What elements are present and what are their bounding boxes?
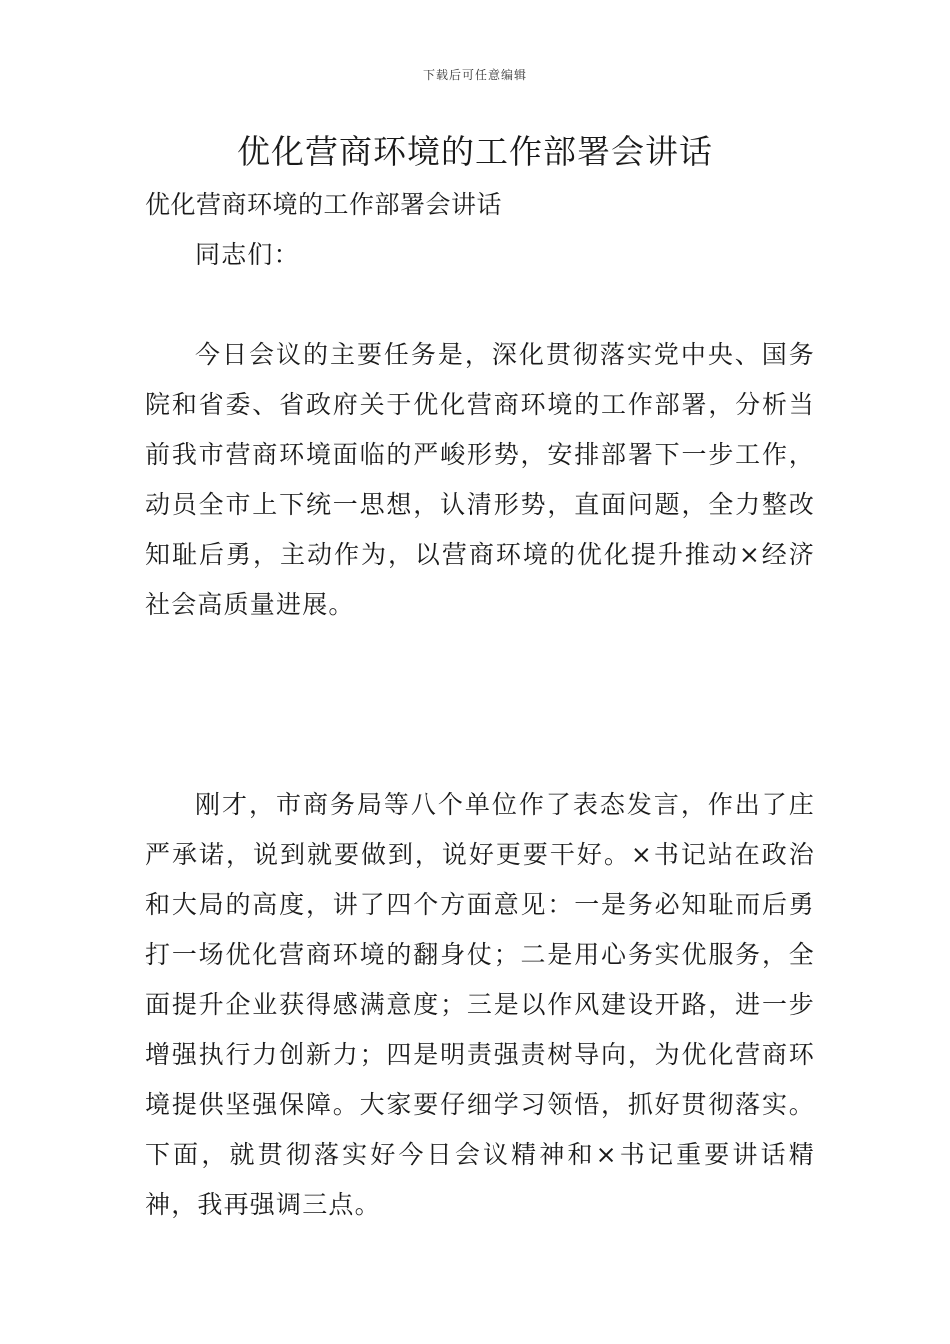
document-subtitle: 优化营商环境的工作部署会讲话 bbox=[145, 190, 503, 219]
document-body bbox=[145, 180, 815, 1230]
salutation: 同志们： bbox=[195, 240, 300, 269]
paragraph-spacer bbox=[145, 630, 815, 780]
paragraph-2: 刚才，市商务局等八个单位作了表态发言，作出了庄严承诺，说到就要做到，说好更要干好。×书记站在政治和大局的高度，讲了四个方面意见：一是务必知耻而后勇打一场优化营商环境的翻身仗；二是用心务实优服务，全面提升企业获得感满意度；三是以作风建设开路，进一步增强执行力创新力；四是明责强责树导向，为优化营商环境提供坚强保障。大家要仔细学习领悟，抓好贯彻落实。下面，就贯彻落实好今日会议精神和×书记重要讲话精神，我再强调三点。 bbox=[145, 790, 815, 1219]
header-note: 下载后可任意编辑 bbox=[422, 68, 527, 82]
document-title: 优化营商环境的工作部署会讲话 bbox=[237, 132, 713, 171]
paragraph-1: 今日会议的主要任务是，深化贯彻落实党中央、国务院和省委、省政府关于优化营商环境的工作部署，分析当前我市营商环境面临的严峻形势，安排部署下一步工作，动员全市上下统一思想，认清形势，直面问题，全力整改知耻后勇，主动作为，以营商环境的优化提升推动×经济社会高质量进展。 bbox=[145, 340, 815, 619]
paragraph-spacer bbox=[145, 280, 815, 330]
